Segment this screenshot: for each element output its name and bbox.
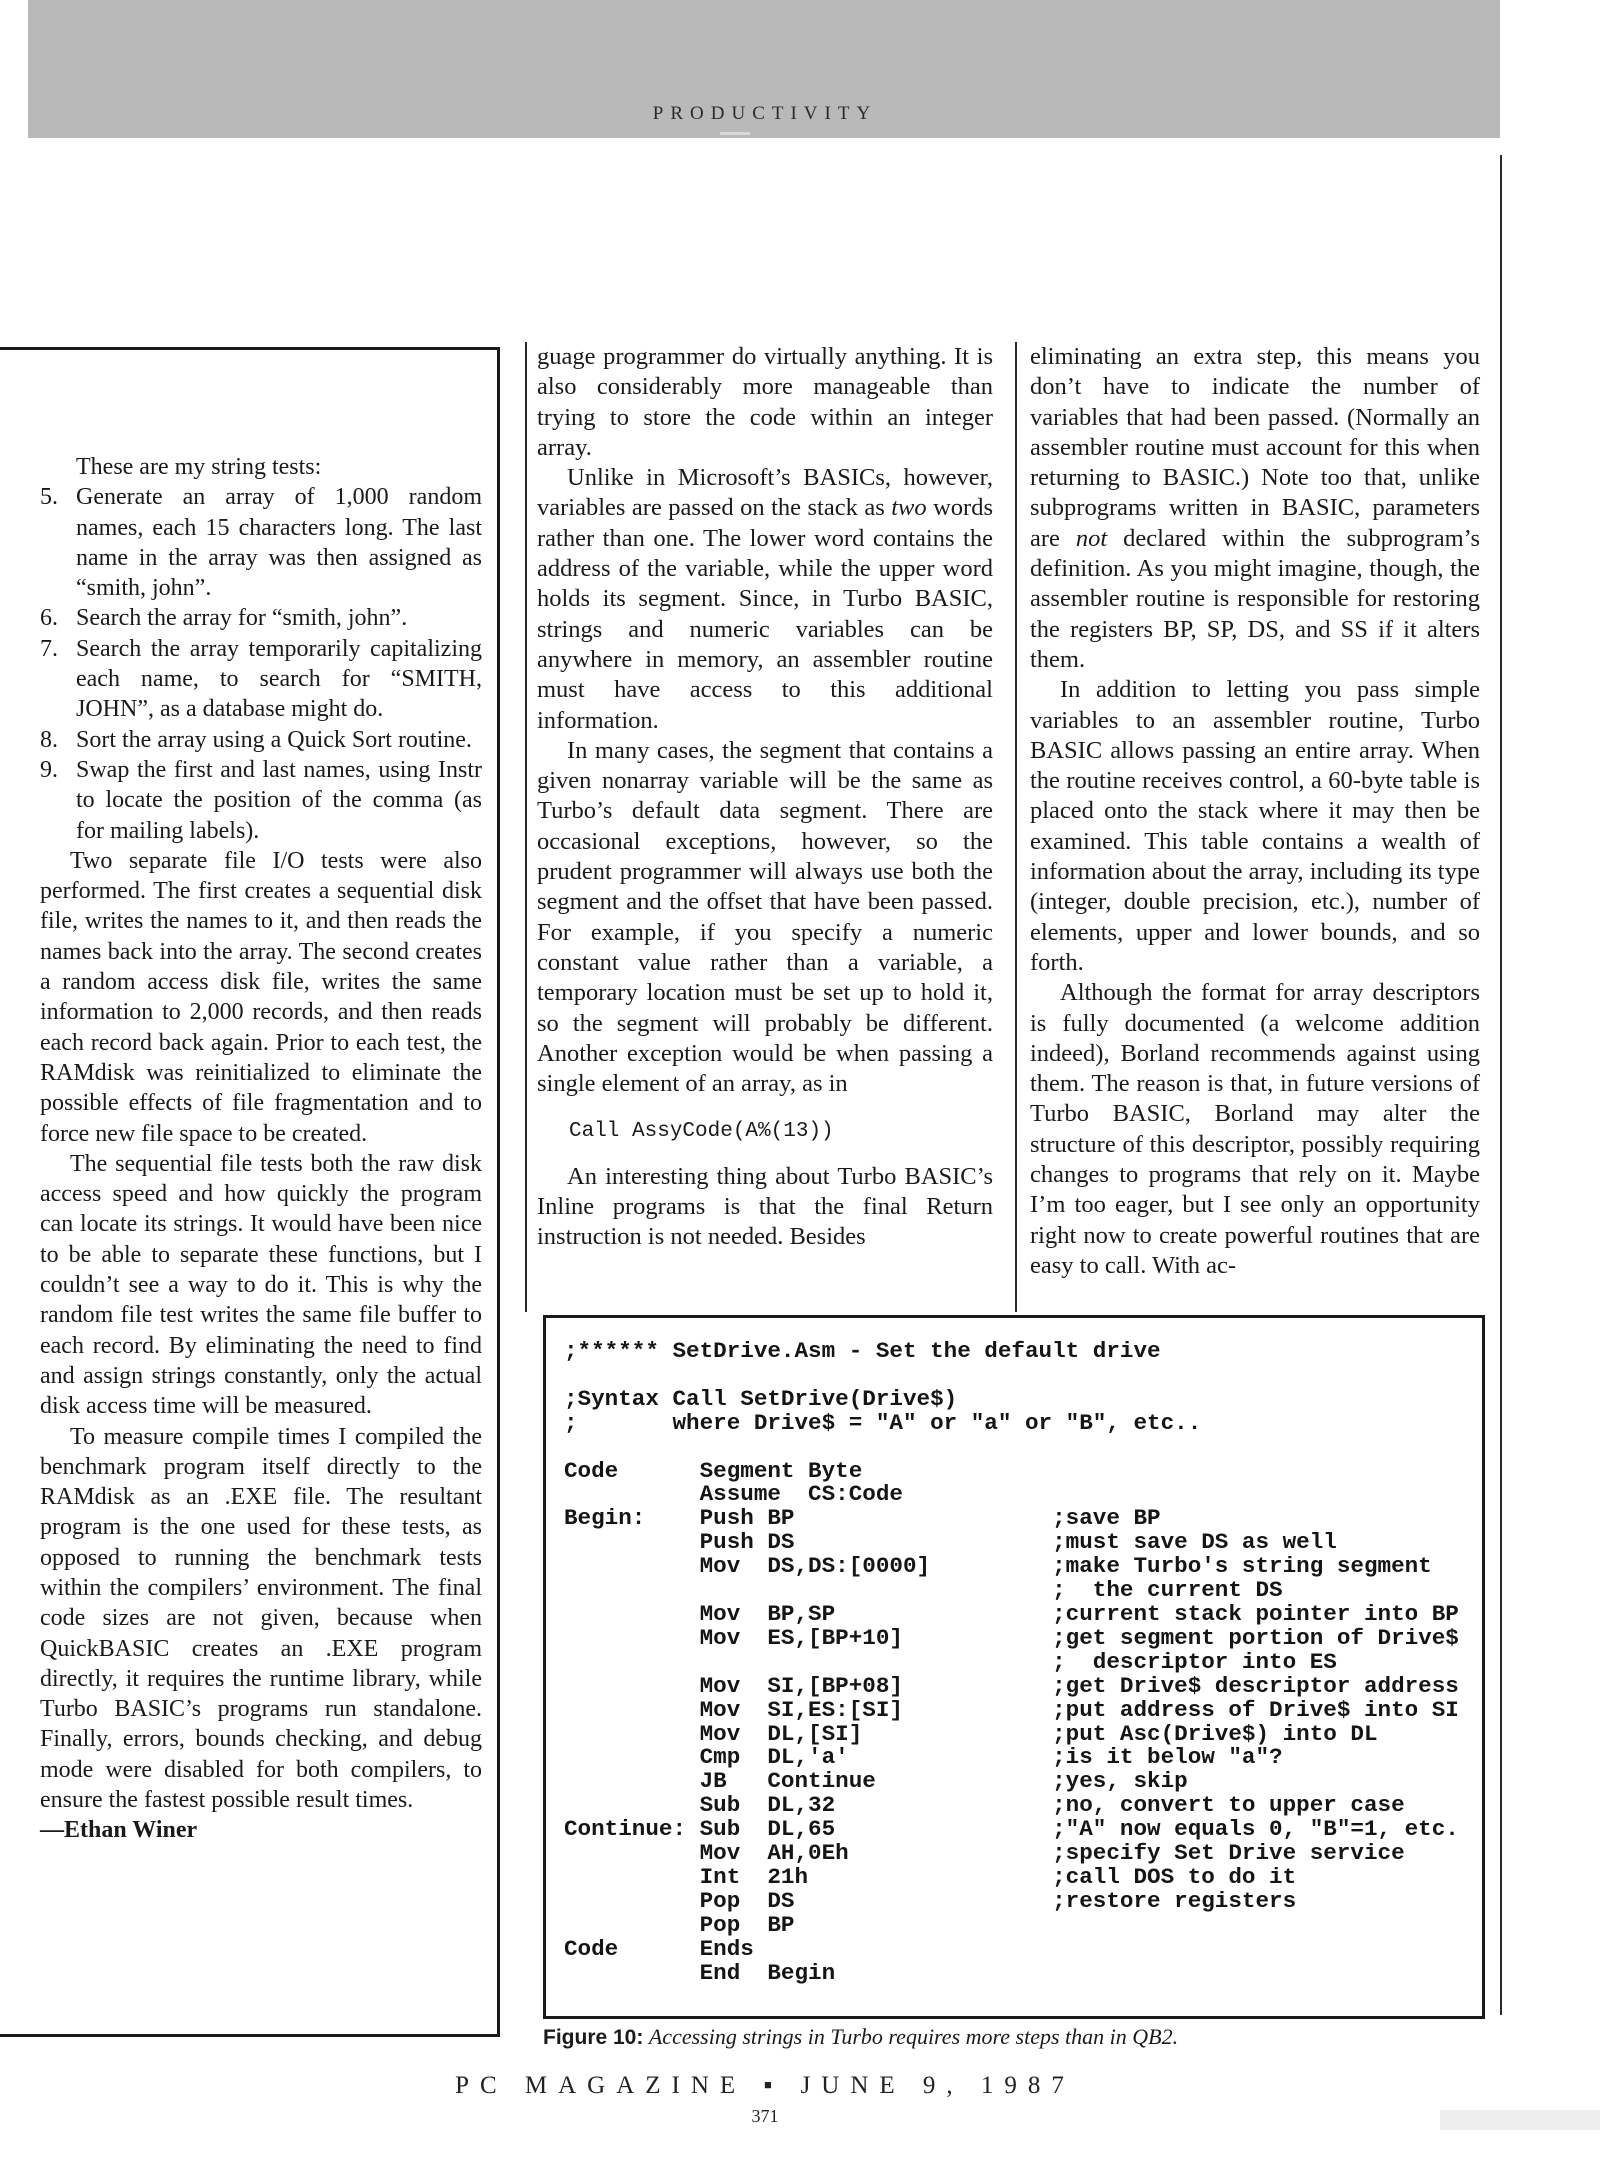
code-listing: ;****** SetDrive.Asm - Set the default drive ;Syntax Call SetDrive(Drive$) ; where Drive$ = "A" or "a" or "B", etc.. Code Segment Byte Assume CS:Code Begin: Push BP ;save BP Push DS ;must save DS as well Mov DS,DS:[0000] ;make Turbo's string segment ; the current DS Mov BP,SP ;current stack pointer into BP Mov ES,[BP+10] ;get segment portion of Drive$ ; descriptor into ES Mov SI,[BP+08] ;get Drive$ descriptor address Mov SI,ES:[SI] ;put address of Drive$ into SI Mov DL,[SI] ;put Asc(Drive$) into DL Cmp DL,'a' ;is it below "a"? JB Continue ;yes, skip Sub DL,32 ;no, convert to upper case Continue: Sub DL,65 ;"A" now equals 0, "B"=1, etc. Mov AH,0Eh ;specify Set Drive service Int 21h ;call DOS to do it Pop DS ;restore registers Pop BP Code Ends End Begin [564, 1338, 1459, 1986]
list-item [40, 755, 482, 846]
article-paragraph: In addition to letting you pass simple variables to an assembler routine, Turbo BASIC allows passing an entire array. When the routine receives control, a 60-byte table is placed onto the stack where it may then be examined. This table contains a wealth of information about the array, including its type (integer, double precision, etc.), number of elements, upper and lower bounds, and so forth. [1030, 676, 1480, 976]
figure-caption-text: Accessing strings in Turbo requires more steps than in QB2. [648, 2024, 1179, 2049]
list-item [40, 603, 482, 633]
list-item [40, 482, 482, 603]
article-paragraph: eliminating an extra step, this means you don’t have to indicate the number of variables that had been passed. (Normally an assembler routine must account for this when returning to BASIC.) Note too that, unlike subprograms written in BASIC, parameters are not declared within the subprogram’s definition. As you might imagine, though, the assembler routine is responsible for restoring the registers BP, SP, DS, and SS if it alters them. [1030, 343, 1480, 673]
figure-caption-label: Figure 10: [543, 2026, 644, 2049]
figure-caption [543, 2024, 1178, 2050]
list-text: Search the array for “smith, john”. [76, 605, 408, 632]
article-column-right [1030, 342, 1480, 1281]
list-number: 6. [40, 605, 58, 632]
page-number: 371 [751, 2106, 779, 2126]
sidebar-paragraph: Two separate file I/O tests were also performed. The first creates a sequential disk file, writes the names to it, and then reads the names back into the array. The second creates a random access disk file, writes the same information to 2,000 records, and then reads each record back again. Prior to each test, the RAMdisk was reinitialized to eliminate the possible effects of file fragmentation and to force new file space to be created. [40, 847, 482, 1147]
header-marker [720, 132, 750, 135]
list-number: 5. [40, 484, 58, 511]
scan-artifact [1440, 2110, 1600, 2130]
page-rule-right [1500, 155, 1502, 2015]
list-number: 9. [40, 756, 58, 783]
sidebar-paragraph: The sequential file tests both the raw disk access speed and how quickly the program can locate its strings. It would have been nice to be able to separate these functions, but I couldn’t see a way to do it. This is why the random file test writes the same file buffer to each record. By eliminating the need to find and assign strings constantly, only the actual disk access time will be measured. [40, 1150, 482, 1420]
article-paragraph: In many cases, the segment that contains a given nonarray variable will be the same as Turbo’s default data segment. There are occasional exceptions, however, so the prudent programmer will always use both the segment and the offset that have been passed. For example, if you specify a numeric constant value rather than a variable, a temporary location must be set up to hold it, so the segment will probably be different. Another exception would be when passing a single element of an array, as in [537, 736, 993, 1098]
sidebar-intro: These are my string tests: [76, 454, 322, 480]
column-rule-right [1015, 342, 1017, 1312]
list-number: 7. [40, 635, 58, 662]
list-number: 8. [40, 726, 58, 753]
article-paragraph: guage programmer do virtually anything. It is also considerably more manageable than trying to store the code within an integer array. [537, 343, 993, 461]
article-paragraph: Although the format for array descriptors is fully documented (a welcome addition indeed), Borland recommends against using them. The reason is that, in future versions of Turbo BASIC, Borland may alter the structure of this descriptor, possibly requiring changes to programs that rely on it. Maybe I’m too eager, but I see only an opportunity right now to create powerful routines that are easy to call. With ac- [1030, 979, 1480, 1279]
list-item [40, 725, 482, 755]
article-paragraph: An interesting thing about Turbo BASIC’s Inline programs is that the final Return instruction is not needed. Besides [537, 1162, 993, 1251]
sidebar-paragraph: To measure compile times I compiled the benchmark program itself directly to the RAMdisk as an .EXE file. The resultant program is the one used for these tests, as opposed to running the benchmark tests within the compilers’ environment. The final code sizes are not given, because when QuickBASIC creates an .EXE program directly, it requires the runtime library, while Turbo BASIC’s programs run standalone. Finally, errors, bounds checking, and debug mode were disabled for both compilers, to ensure the fastest possible result times. [40, 1423, 482, 1814]
list-text: Sort the array using a Quick Sort routine. [76, 726, 472, 753]
figure-code-box [543, 1315, 1485, 2019]
list-text: Swap the first and last names, using Instr to locate the position of the comma (as for mailing labels). [76, 756, 482, 844]
test-list [40, 482, 482, 846]
column-rule-middle [525, 342, 527, 1312]
inline-code: Call AssyCode(A%(13)) [569, 1120, 834, 1144]
list-text: Generate an array of 1,000 random names, each 15 characters long. The last name in the array was then assigned as “smith, john”. [76, 484, 482, 602]
section-label: PRODUCTIVITY [652, 103, 878, 124]
list-text: Search the array temporarily capitalizing each name, to search for “SMITH, JOHN”, as a database might do. [76, 635, 482, 723]
article-column-middle [537, 342, 993, 1253]
footer-magazine: PC MAGAZINE ▪ JUNE 9, 1987 [455, 2072, 1075, 2099]
sidebar [40, 452, 482, 1846]
list-item [40, 634, 482, 725]
author-byline: —Ethan Winer [40, 1817, 198, 1844]
article-paragraph: Unlike in Microsoft’s BASICs, however, variables are passed on the stack as two words rather than one. The lower word contains the address of the variable, while the upper word holds its segment. Since, in Turbo BASIC, strings and numeric variables can be anywhere in memory, an assembler routine must have access to this additional information. [537, 464, 993, 734]
